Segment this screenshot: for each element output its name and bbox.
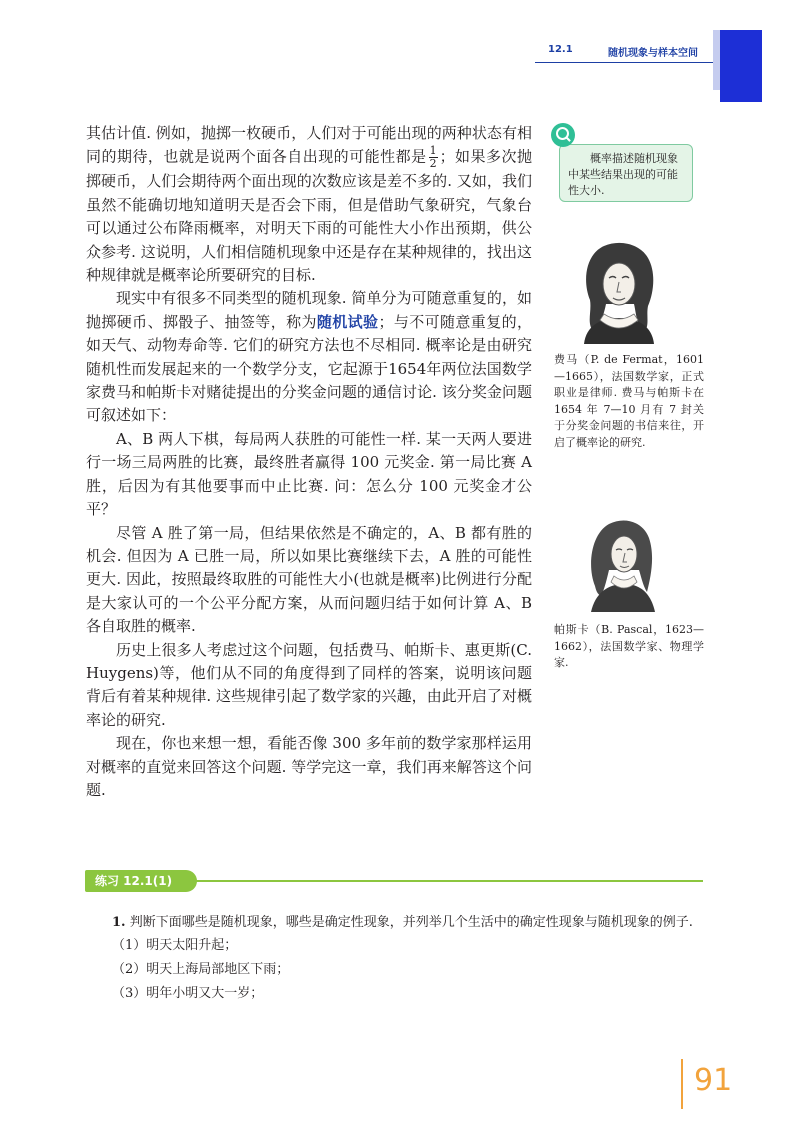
exercise-item-3: （3）明年小明又大一岁； [112, 986, 264, 1001]
exercise-item-1: （1）明天太阳升起； [112, 938, 238, 953]
header-accent-block [720, 30, 762, 102]
fermat-portrait [576, 240, 662, 344]
fermat-caption: 费马（P. de Fermat，1601—1665），法国数学家，正式职业是律师. 费马与帕斯卡在 1654 年 7—10 月有 7 封关于分奖金问题的书信来往，开启了概率论的研究. [554, 353, 704, 449]
header-section-title: 随机现象与样本空间 [608, 48, 698, 59]
margin-note-text: 概率描述随机现象中某些结果出现的可能性大小. [568, 152, 678, 197]
main-text [86, 122, 532, 802]
key-term: 随机试验 [316, 312, 379, 331]
header-rule [535, 62, 740, 63]
header-section-number: 12.1 [548, 44, 573, 55]
page-number-bar [681, 1059, 683, 1109]
margin-note-box [559, 144, 693, 202]
exercise-item-2: （2）明天上海局部地区下雨； [112, 962, 290, 977]
pascal-portrait [585, 516, 659, 612]
paragraph-3: A、B 两人下棋，每局两人获胜的可能性一样. 某一天两人要进行一场三局两胜的比赛，最终胜者赢得 100 元奖金. 第一局比赛 A 胜，后因为有其他要事而中止比赛. 问：怎么分 100 元奖金才公平？ [86, 429, 532, 519]
magnifier-icon [551, 123, 575, 147]
page-number: 91 [694, 1063, 733, 1098]
exercise-rule [195, 880, 703, 882]
pascal-caption: 帕斯卡（B. Pascal，1623—1662），法国数学家、物理学家. [554, 623, 704, 669]
exercise-question-1: 1. 判断下面哪些是随机现象，哪些是确定性现象，并列举几个生活中的确定性现象与随机现象的例子. [112, 915, 693, 930]
paragraph-2: 现实中有很多不同类型的随机现象. 简单分为可随意重复的，如抛掷硬币、掷骰子、抽签等，称为随机试验；与不可随意重复的，如天气、动物寿命等. 它们的研究方法也不尽相同. 概率论是由研究随机性而发展起来的一个数学分支，它起源于1654年两位法国数学家费马和帕斯卡对赌徒提出的分奖金问题的通信讨论. 该分奖金问题可叙述如下： [86, 289, 532, 425]
paragraph-6: 现在，你也来想一想，看能否像 300 多年前的数学家那样运用对概率的直觉来回答这个问题. 等学完这一章，我们再来解答这个问题. [86, 734, 532, 799]
paragraph-1: 其估计值. 例如，抛掷一枚硬币，人们对于可能出现的两种状态有相同的期待，也就是说两个面各自出现的可能性都是 $\frac{1}{2}$ ；如果多次抛掷硬币，人们会期待两个面出现的次数应该是差不多的. 又如，我们虽然不能确切地知道明天是否会下雨，但是借助气象研究，气象台可以通过公布降雨概率，对明天下雨的可能性大小作出预期，供公众参考. 这说明，人们相信随机现象中还是存在某种规律的，找出这种规律就是概率论所要研究的目标. [86, 124, 532, 285]
header-accent-shadow [713, 30, 720, 90]
exercise-section [86, 912, 706, 1006]
question-number: 1. [112, 915, 126, 930]
fraction-one-half: $\frac{1}{2}$ [429, 144, 437, 171]
paragraph-5: 历史上很多人考虑过这个问题，包括费马、帕斯卡、惠更斯(C. Huygens)等，他们从不同的角度得到了同样的答案，说明该问题背后有着某种规律. 这些规律引起了数学家的兴趣，由此开启了对概率论的研究. [86, 640, 532, 729]
paragraph-4: 尽管 A 胜了第一局，但结果依然是不确定的，A、B 都有胜的机会. 但因为 A 已胜一局，所以如果比赛继续下去，A 胜的可能性更大. 因此，按照最终取胜的可能性大小(也就是概率)比例进行分配是大家认可的一个公平分配方案，从而问题归结于如何计算 A、B 各自取胜的概率. [86, 523, 532, 636]
exercise-tag: 练习 12.1(1) [85, 870, 197, 892]
